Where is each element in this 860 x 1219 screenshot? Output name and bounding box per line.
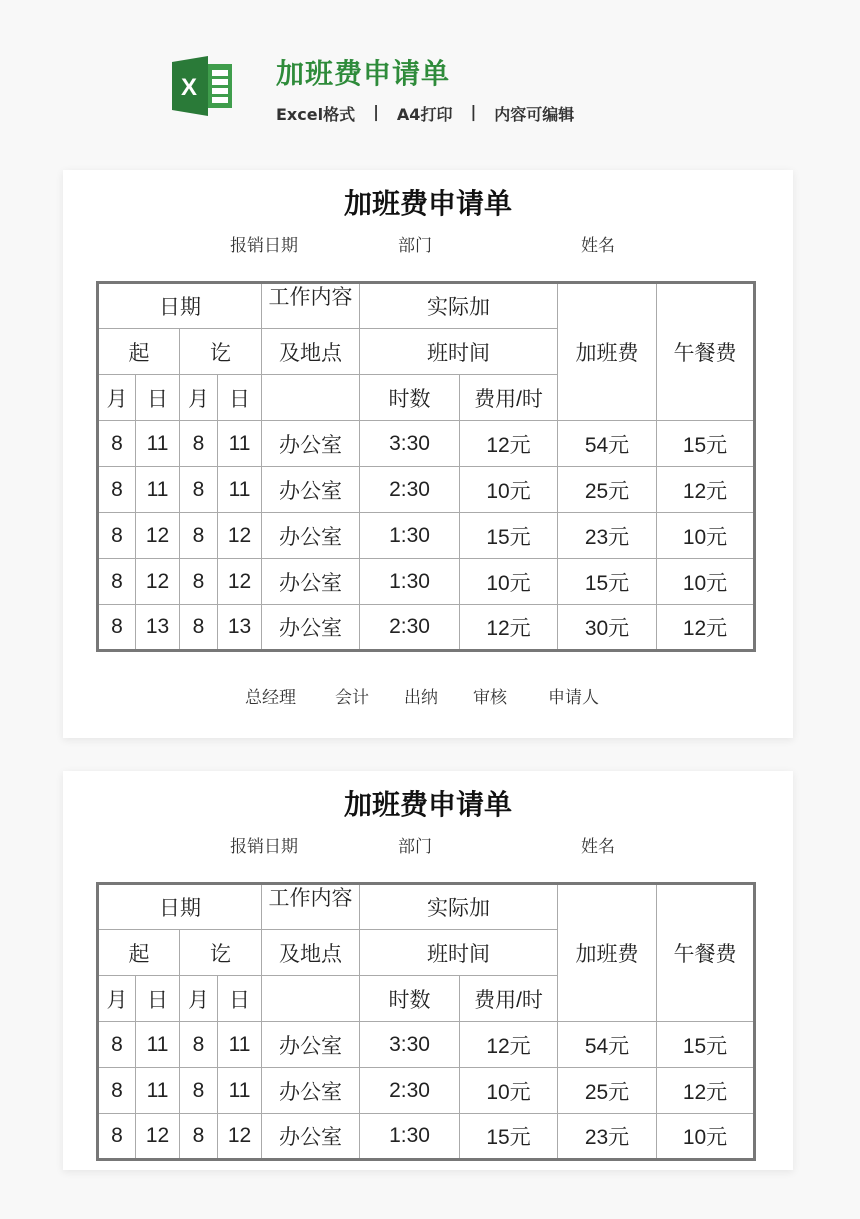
table-cell: 11 — [136, 1068, 180, 1114]
signature-label: 总经理 — [245, 688, 296, 708]
header-cell: 讫 — [180, 329, 262, 375]
table-cell: 12元 — [460, 1022, 558, 1068]
header-cell: 月 — [98, 375, 136, 421]
table-cell: 23元 — [558, 1114, 657, 1160]
header-cell: 工作内容 — [262, 884, 360, 930]
info-label: 部门 — [398, 837, 432, 857]
table-cell: 办公室 — [262, 1114, 360, 1160]
table-row — [98, 559, 755, 605]
table-cell: 10元 — [460, 467, 558, 513]
table-cell: 8 — [98, 467, 136, 513]
table-cell: 8 — [180, 421, 218, 467]
table-cell: 54元 — [558, 421, 657, 467]
tag-line — [276, 102, 574, 125]
header-cell: 起 — [98, 329, 180, 375]
table-cell: 10元 — [657, 559, 755, 605]
table-cell: 11 — [136, 467, 180, 513]
table-cell: 8 — [98, 559, 136, 605]
table-row — [98, 1068, 755, 1114]
header-cell: 实际加 — [360, 283, 558, 329]
table-cell: 2:30 — [360, 1068, 460, 1114]
table-cell: 办公室 — [262, 421, 360, 467]
table-cell: 2:30 — [360, 467, 460, 513]
table-cell: 11 — [218, 1022, 262, 1068]
table-cell: 10元 — [460, 1068, 558, 1114]
header-cell: 午餐费 — [657, 283, 755, 421]
tag-editable: 内容可编辑 — [494, 105, 575, 124]
empty-cell — [262, 375, 360, 421]
info-label: 部门 — [398, 236, 432, 256]
header-cell: 起 — [98, 930, 180, 976]
header-cell: 工作内容 — [262, 283, 360, 329]
table-cell: 11 — [136, 1022, 180, 1068]
header-cell: 班时间 — [360, 329, 558, 375]
table-cell: 办公室 — [262, 559, 360, 605]
table-cell: 8 — [98, 1114, 136, 1160]
table-cell: 12 — [136, 513, 180, 559]
header-cell: 班时间 — [360, 930, 558, 976]
form-preview-card[interactable] — [63, 771, 793, 1170]
table-cell: 12元 — [460, 605, 558, 651]
header-cell: 费用/时 — [460, 375, 558, 421]
table-cell: 10元 — [657, 513, 755, 559]
header-cell: 日 — [218, 375, 262, 421]
table-cell: 12元 — [657, 1068, 755, 1114]
signature-label: 申请人 — [548, 688, 599, 708]
table-cell: 12元 — [460, 421, 558, 467]
table-cell: 3:30 — [360, 421, 460, 467]
table-row — [98, 421, 755, 467]
table-cell: 10元 — [460, 559, 558, 605]
table-cell: 15元 — [460, 513, 558, 559]
table-cell: 12 — [136, 559, 180, 605]
overtime-table — [96, 281, 756, 652]
table-cell: 11 — [136, 421, 180, 467]
svg-text:X: X — [180, 74, 198, 101]
table-row — [98, 467, 755, 513]
table-row — [98, 513, 755, 559]
signature-label: 审核 — [473, 688, 507, 708]
header-cell: 日期 — [98, 283, 262, 329]
table-cell: 12元 — [657, 605, 755, 651]
tag-format: Excel格式 — [276, 105, 356, 124]
table-cell: 8 — [180, 1068, 218, 1114]
header-cell: 日 — [218, 976, 262, 1022]
tag-print: A4打印 — [396, 105, 453, 124]
page-title: 加班费申请单 — [276, 57, 451, 90]
table-cell: 办公室 — [262, 467, 360, 513]
header-cell: 讫 — [180, 930, 262, 976]
table-cell: 8 — [180, 1022, 218, 1068]
header-cell: 费用/时 — [460, 976, 558, 1022]
table-cell: 15元 — [460, 1114, 558, 1160]
header-cell: 日 — [136, 375, 180, 421]
header-cell: 午餐费 — [657, 884, 755, 1022]
table-cell: 8 — [180, 1114, 218, 1160]
table-cell: 15元 — [657, 421, 755, 467]
table-cell: 54元 — [558, 1022, 657, 1068]
table-cell: 11 — [218, 1068, 262, 1114]
table-cell: 办公室 — [262, 1068, 360, 1114]
header-cell: 实际加 — [360, 884, 558, 930]
table-cell: 25元 — [558, 1068, 657, 1114]
info-label: 报销日期 — [230, 236, 298, 256]
table-cell: 1:30 — [360, 513, 460, 559]
header-cell: 加班费 — [558, 884, 657, 1022]
table-row — [98, 605, 755, 651]
table-cell: 8 — [180, 605, 218, 651]
form-preview-card[interactable] — [63, 170, 793, 738]
separator: | — [470, 102, 477, 121]
header-cell: 加班费 — [558, 283, 657, 421]
table-row — [98, 1022, 755, 1068]
header-cell: 月 — [180, 375, 218, 421]
table-cell: 11 — [218, 467, 262, 513]
table-cell: 15元 — [558, 559, 657, 605]
info-label: 姓名 — [581, 837, 615, 857]
table-cell: 13 — [218, 605, 262, 651]
header-cell: 日期 — [98, 884, 262, 930]
table-cell: 办公室 — [262, 1022, 360, 1068]
table-cell: 10元 — [657, 1114, 755, 1160]
signature-label: 会计 — [335, 688, 369, 708]
table-cell: 8 — [98, 513, 136, 559]
header-cell: 及地点 — [262, 930, 360, 976]
table-cell: 8 — [180, 467, 218, 513]
header-cell: 日 — [136, 976, 180, 1022]
table-cell: 15元 — [657, 1022, 755, 1068]
info-label: 姓名 — [581, 236, 615, 256]
table-cell: 8 — [98, 1068, 136, 1114]
table-cell: 3:30 — [360, 1022, 460, 1068]
info-label: 报销日期 — [230, 837, 298, 857]
signature-label: 出纳 — [404, 688, 438, 708]
table-cell: 12 — [218, 559, 262, 605]
form-title: 加班费申请单 — [343, 187, 512, 220]
table-cell: 11 — [218, 421, 262, 467]
table-cell: 8 — [180, 559, 218, 605]
table-cell: 办公室 — [262, 605, 360, 651]
table-cell: 12 — [218, 513, 262, 559]
table-cell: 8 — [98, 421, 136, 467]
table-row — [98, 1114, 755, 1160]
header-cell: 月 — [180, 976, 218, 1022]
table-cell: 23元 — [558, 513, 657, 559]
table-cell: 1:30 — [360, 559, 460, 605]
overtime-table — [96, 882, 756, 1161]
table-cell: 8 — [98, 605, 136, 651]
table-cell: 12 — [218, 1114, 262, 1160]
form-title: 加班费申请单 — [343, 788, 512, 821]
table-cell: 12元 — [657, 467, 755, 513]
table-cell: 12 — [136, 1114, 180, 1160]
table-cell: 13 — [136, 605, 180, 651]
table-cell: 30元 — [558, 605, 657, 651]
table-cell: 25元 — [558, 467, 657, 513]
table-cell: 办公室 — [262, 513, 360, 559]
table-cell: 2:30 — [360, 605, 460, 651]
table-cell: 1:30 — [360, 1114, 460, 1160]
header-cell: 时数 — [360, 976, 460, 1022]
header-cell: 及地点 — [262, 329, 360, 375]
separator: | — [373, 102, 379, 121]
empty-cell — [262, 976, 360, 1022]
excel-file-icon — [172, 56, 234, 116]
header-cell: 时数 — [360, 375, 460, 421]
table-cell: 8 — [180, 513, 218, 559]
header-cell: 月 — [98, 976, 136, 1022]
table-cell: 8 — [98, 1022, 136, 1068]
